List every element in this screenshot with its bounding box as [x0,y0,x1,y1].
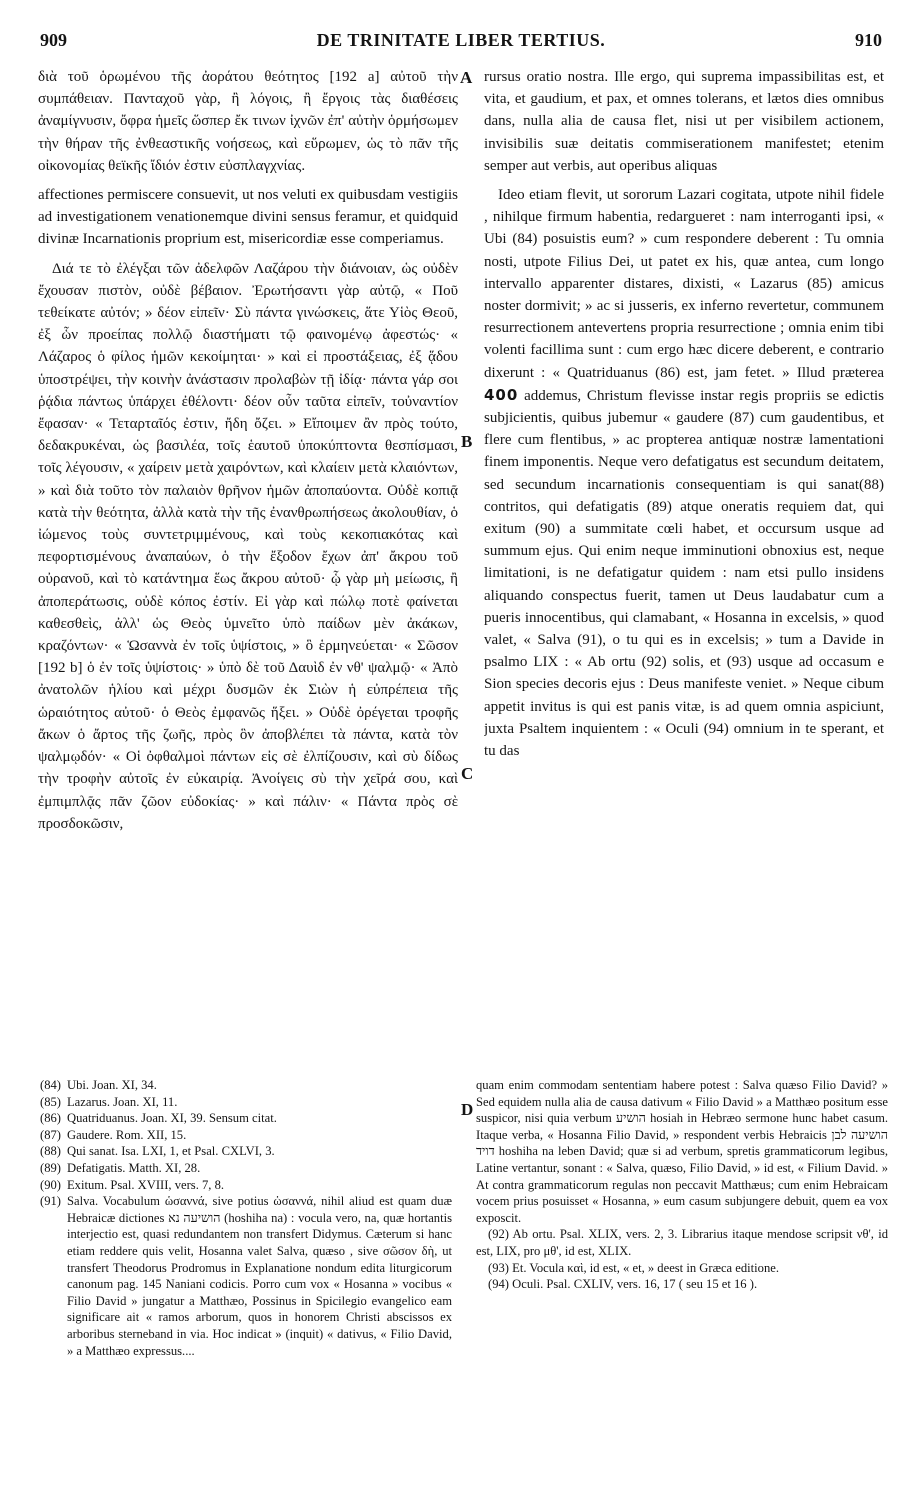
greek-column [38,66,458,842]
footnote-text: Salva. Vocabulum ὡσαννά, sive potius ὡσαννά, nihil aliud est quam duæ Hebraicæ dictiones הושיעה נא (hoshiha na) : vocula vero, na, quæ hortantis interjectio est, quasi redundantem non transfert Didymus. Cæterum si hanc etiam reddere quis velit, Hosanna valet Salva, quæso , sive σῶσον δὴ, ut transfert Theodorus Prodromus in Explanatione nondum edita liturgicorum canonum pag. 145 Naniani codicis. Porro cum vox « Hosanna » vocibus « Filio David » jungatur a Matthæo, Possinus in Spicilegio evangelico eam significare ait « ramos arborum, quos in honorem Christi abscissos ex arboribus sterneband in via. Hoc indicat » (inquit) « dativus, « Filio David, » a Matthæo expressus.... [66,1194,452,1358]
margin-marker-d: D [461,1100,474,1119]
footnote-number: (86) [40,1111,61,1126]
footnote-text: Lazarus. Joan. XI, 11. [66,1094,178,1109]
footnote [40,1143,452,1160]
margin-marker-a: A [460,68,473,87]
footnote [40,1160,452,1177]
footnote-number: (91) [40,1194,61,1209]
footnote [40,1193,452,1359]
footnote-text: Qui sanat. Isa. LXI, 1, et Psal. CXLVI, 3. [66,1144,275,1159]
footnote-number: (88) [40,1144,61,1159]
footnote-93: (93) Et. Vocula καὶ, id est, « et, » deest in Græca editione. [488,1260,780,1275]
footnotes-right [476,1077,888,1293]
latin-paragraph-1: rursus oratio nostra. Ille ergo, qui suprema impassibilitas est, et vita, et gaudium, et pax, et omnes tolerans, et lætos dies omnibus dans, nulla alia de causa flet, nisi ut per visibilem actionem, invisibilis suæ deitatis commiserationem manifestet; etenim semper aut verbis, aut operibus aliquas [484,69,884,174]
page-number-left: 909 [40,30,67,50]
footnote [40,1177,452,1194]
latin-paragraph-2-end: addemus, Christum flevisse instar regis propriis se edictis subjicientis, quibus jubemur « gaudere (87) cum gaudentibus, et flere cum flentibus, » ac propterea antiquæ nostræ lamentationi finem imponentis. Neque vero defatigatus est secundum deitatem, sed secundum incarnationis consequentiam is qui sanat(88) contritos, qui defatigatis (89) atque oneratis requiem dat, qui exitum (90) a summitate cœli habet, et occursum usque ad summum ejus. Qui enim neque imminutioni obnoxius est, neque limitationi, is ne defatigatur quidem : nam etsi pullo insidens aliquando conspectus fuerit, tamen ut Deus laudabatur cum a pueris innocentibus, qui clamabant, « Hosanna in excelsis, » quod valet, « Salva (91), o tu qui es in excelsis; » tum a Davide in psalmo LIX : « Ab ortu (92) solis, et (93) usque ad occasum e Sion species decoris ejus : Deus manifeste veniet. » Neque cibum appetit invitus is qui est panis vitæ, is ad quem omnia aspiciunt, juxta Psaltem inquientem : « Oculi (94) omnium in te sperant, et tu das [484,387,884,760]
page-header [40,30,882,60]
footnote-number: (87) [40,1127,61,1142]
footnote-text: Gaudere. Rom. XII, 15. [66,1127,187,1142]
greek-paragraph-2: Διά τε τὸ ἐλέγξαι τῶν ἀδελφῶν Λαζάρου τὴν διάνοιαν, ὡς οὐδὲν ἔχουσαν πιστὸν, οὐδὲ βέβαιον. Ἐρωτήσαντι γὰρ αὐτῷ, « Ποῦ τεθείκατε αὐτόν; » δέον εἰπεῖν· Σὺ πάντα γινώσκεις, ἅτε Υἱὸς Θεοῦ, ἐξ ὧν προείπας πολλῷ διαστήματι τῷ φαινομένῳ ἀφεστώς· « Λάζαρος ὁ φίλος ἡμῶν κεκοίμηται· » καὶ εἰ προστάξειας, ἐξ ᾅδου ὑποστρέψει, τὴν κοινὴν ἀνάστασιν προλαβὼν τῇ ἰδίᾳ· πάντα γάρ σοι ῥᾴδια πάντως ὑπάρχει ἐθέλοντι· δέον οὖν ταῦτα εἰπεῖν, τοὐναντίον ἔφασαν· « Τεταρταῖός ἐστιν, ἤδη ὄζει. » Εἴποιμεν ἂν πρὸς τούτο, δεδακρυκέναι, ὡς βασιλέα, τοῖς ἑαυτοῦ ὑποκύπτοντα θεσπίσμασι, τοῖς λέγουσιν, « χαίρειν μετὰ χαιρόντων, καὶ κλαίειν μετὰ κλαιόντων, » καὶ διὰ τοῦτο τὸν παλαιὸν θρῆνον ἡμῶν ἀποπαύοντα. Οὐδὲ κοπιᾷ κατὰ τὴν θεότητα, ἀλλὰ κατὰ τὴν τῆς ἐνανθρωπήσεως ἀκολουθίαν, ὁ ἰώμενος τοὺς συντετριμμένους, καὶ τοὺς κεκοπιακότας καὶ πεφορτισμένους ἀναπαύων, ὁ τὴν ἔξοδον ἔχων ἀπ' ἄκρου τοῦ οὐρανοῦ, καὶ τὸ κατάντημα ἕως ἄκρου αὐτοῦ· ᾧ γὰρ μὴ μείωσις, ἢ ἀποπεράτωσις, οὐδὲ κόπος ἐστίν. Εἰ γὰρ καὶ πώλῳ ποτὲ φαίνεται καθεσθεὶς, ἀλλ' ὡς Θεὸς ὑμνεῖτο ὑπὸ παίδων μὲν ἀκάκων, κραζόντων· « Ὡσαννὰ ἐν τοῖς ὑψίστοις, » ὃ ἑρμηνεύεται· « Σῶσον [192 b] ὁ ἐν τοῖς ὑψίστοις· » ὑπὸ δὲ τοῦ Δαυὶδ ἐν νθ' ψαλμῷ· « Ἀπὸ ἀνατολῶν ἡλίου καὶ μέχρι δυσμῶν ἐκ Σιὼν ἡ εὐπρέπεια τῆς ὡραιότητος αὐτοῦ· ὁ Θεὸς ἐμφανῶς ἥξει. » Οὐδὲ ὀρέγεται τροφῆς ἄκων ὁ ἄρτος τῆς ζωῆς, πρὸς ὃν ἀποβλέπει τὰ πάντα, κατὰ τὸν ψαλμῳδόν· « Οἱ ὀφθαλμοὶ πάντων εἰς σὲ ἐλπίζουσιν, καὶ σὺ δίδως τὴν τροφὴν αὐτοῖς ἐν εὐκαιρίᾳ. Ἀνοίγεις σὺ τὴν χεῖρά σου, καὶ ἐμπιμπλᾷς πᾶν ζῶον εὐδοκίας· » καὶ πάλιν· « Πάντα πρὸς σὲ προσδοκῶσιν, [38,260,458,832]
footnote [40,1094,452,1111]
latin-paragraph-2-start: Ideo etiam flevit, ut sororum Lazari cogitata, utpote nihil fidele , nihilque firmum habentia, redargueret : nam interroganti ipsi, « Ubi (84) posuistis eum? » cum respondere deberent : Tu omnia nosti, utpote Filius Dei, ut patet ex his, quæ antea, cum longo intervallo apparenter distares, dixisti, « Lazarus (85) amicus noster dormivit; » ac si jusseris, ex inferno revertetur, communem resurrectionem antevertens propria resurrectione ; omnia enim tibi volenti facillima sunt : cum ergo hæc dicere deberent, e contrario dixerunt : « Quatriduanus (86) est, jam fetet. » Illud præterea [484,187,884,381]
greek-paragraph-1: διὰ τοῦ ὁρωμένου τῆς ἀοράτου θεότητος [192 a] αὐτοῦ τὴν συμπάθειαν. Πανταχοῦ γὰρ, ἢ λόγοις, ἢ ἔργοις τὰς διαθέσεις ἀναμίγνυσιν, ὄφρα ἡμεῖς ὥσπερ ἔκ τινων ἰχνῶν ἐπ' αὐτὴν ὁρμήσωμεν τὴν θήραν τῆς ἐνθεαστικῆς νοήσεως, καὶ εὕρωμεν, ὡς τὸ πᾶν τῆς οἰκονομίας θεϊκῆς ἴδιόν ἐστιν εὐσπλαγχνίας. [38,69,458,174]
running-title: DE TRINITATE LIBER TERTIUS. [316,30,606,50]
margin-marker-b: B [461,432,473,451]
footnote-number: (89) [40,1160,61,1175]
page-number-right: 910 [855,30,882,50]
latin-column [484,66,884,769]
latin-continuation-paragraph: affectiones permiscere consuevit, ut nos veluti ex quibusdam vestigiis ad investigationem venationemque divini sensus feramur, et quidquid divinæ Incarnationis proprium est, misericordiæ esse comperiamus. [38,187,458,248]
footnotes-left [40,1077,452,1359]
footnote-continuation: quam enim commodam sententiam habere potest : Salva quæso Filio David? » Sed equidem nulla alia de causa dativum « Filio David » a Matthæo positum esse suspicor, nisi quia verbum הושיע hosiah in Hebræo sermone hunc habet casum. Itaque verba, « Hosanna Filio David, » respondent verbis Hebraicis הושיעה לבן דויד hoshiha na leben David; quæ si ad verbum, spretis grammaticorum legibus, Latine vertantur, sonant : « Salva, quæso, Filio David, » id est, « Filium David. » At contra grammaticorum regulas non peccavit Matthæus; cum enim Hebraicam vocem prius posuisset « Hosanna, » eum casum subjungere debuit, quem ea vox exposcit. [476,1078,889,1225]
footnote-number: (84) [40,1078,61,1092]
margin-marker-c: C [461,764,474,783]
marginal-page-number: 400 [484,385,519,404]
footnote [40,1110,452,1127]
footnote-94: (94) Oculi. Psal. CXLIV, vers. 16, 17 ( seu 15 et 16 ). [488,1277,758,1292]
footnote [40,1077,452,1094]
footnote-text: Exitum. Psal. XVIII, vers. 7, 8. [66,1177,225,1192]
footnote-92: (92) Ab ortu. Psal. XLIX, vers. 2, 3. Librarius itaque mendose scripsit νθ', id est, LIX, pro μθ', id est, XLIX. [476,1227,888,1258]
footnote-number: (90) [40,1177,61,1192]
footnote-text: Defatigatis. Matth. XI, 28. [66,1160,201,1175]
footnote-text: Quatriduanus. Joan. XI, 39. Sensum citat. [66,1111,277,1126]
latin-paragraph-2 [484,184,884,762]
footnote-text: Ubi. Joan. XI, 34. [66,1078,157,1092]
footnote-number: (85) [40,1094,61,1109]
footnote [40,1127,452,1144]
